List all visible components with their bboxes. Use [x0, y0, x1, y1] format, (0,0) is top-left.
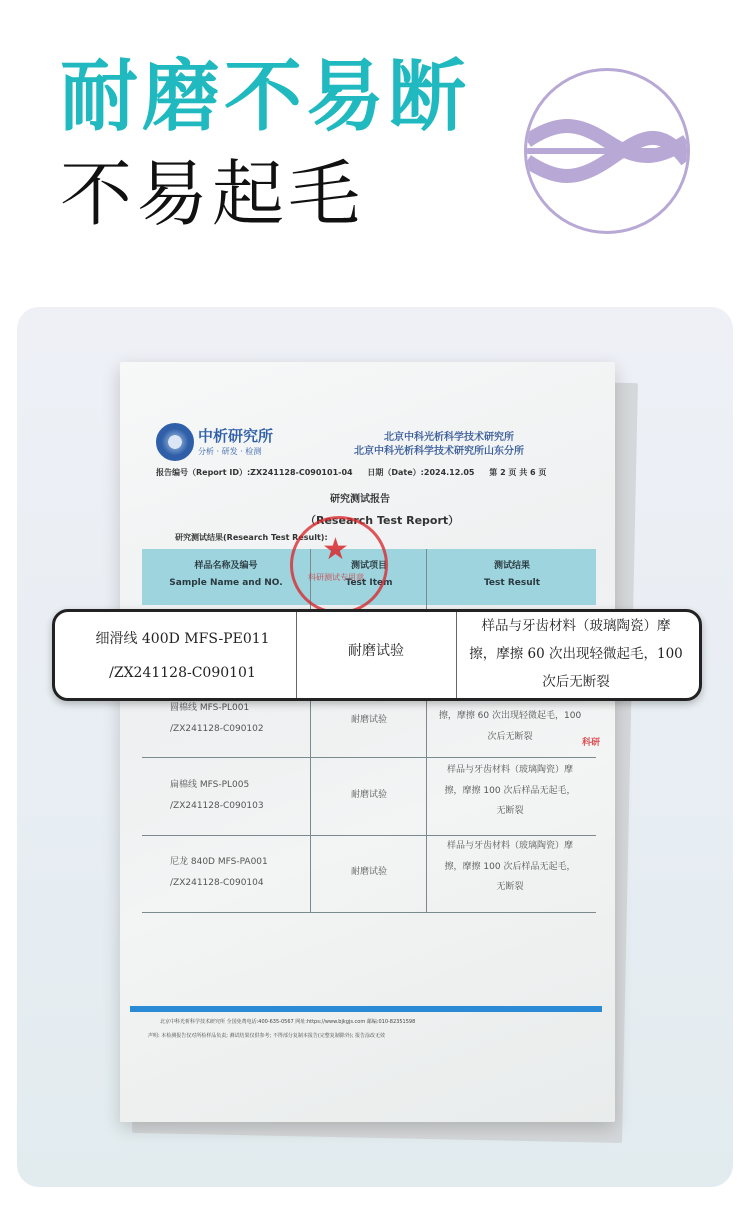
header-sample: 样品名称及编号 Sample Name and NO.: [169, 561, 283, 589]
report-date: 日期（Date）:2024.12.05: [367, 468, 475, 477]
stamp-star-icon: ★: [322, 532, 349, 567]
subheadline: 不易起毛: [60, 152, 365, 236]
table-row: 扁棉线 MFS-PL005 /ZX241128-C090103: [170, 780, 264, 811]
institute-branch: 北京中科光析科学技术研究所山东分所: [354, 446, 524, 457]
header-test-result: 测试结果 Test Result: [483, 561, 541, 589]
stamp-edge-text: 科研: [582, 738, 601, 748]
table-row: 圆棉线 MFS-PL001 /ZX241128-C090102: [170, 703, 264, 734]
row-test-item: 耐磨试验: [350, 867, 387, 877]
footer-bar: [130, 1006, 602, 1012]
callout-sample-name: 细滑线 400D MFS-PE011 /ZX241128-C090101: [95, 631, 270, 681]
report-id: 报告编号（Report ID）:ZX241128-C090101-04: [156, 468, 353, 477]
row-test-result: 擦，摩擦 60 次出现轻微起毛，100 次后无断裂: [438, 711, 582, 742]
institute-logo-icon: [156, 423, 194, 461]
twisted-thread-icon: [524, 68, 690, 234]
logo-tagline: 分析 · 研发 · 检测: [198, 447, 262, 456]
stamp-text: 科研测试专用章: [308, 573, 364, 582]
row-test-item: 耐磨试验: [350, 715, 387, 725]
row-test-item: 耐磨试验: [350, 790, 387, 800]
callout-test-item: 耐磨试验: [348, 643, 404, 659]
logo-name: 中析研究所: [198, 427, 274, 445]
header-test-item: 测试项目 Test Item: [345, 561, 393, 589]
report-title-en: （Research Test Report）: [305, 514, 460, 527]
report-title-cn: 研究测试报告: [330, 494, 390, 505]
callout-test-result: 样品与牙齿材料（玻璃陶瓷）摩 擦，摩擦 60 次出现轻微起毛，100 次后无断裂: [469, 618, 683, 690]
footer-contact: 北京中科光析科学技术研究所 全国免费电话:400-635-0567 网址:https://www.bjkgjs.com 邮编:010-82351598: [160, 1019, 416, 1025]
table-row-divider: [142, 912, 596, 913]
table-row: 尼龙 840D MFS-PA001 /ZX241128-C090104: [170, 857, 268, 888]
row-test-result: 样品与牙齿材料（玻璃陶瓷）摩 擦，摩擦 100 次后样品无起毛， 无断裂: [444, 841, 576, 893]
callout-divider: [456, 612, 457, 698]
table-row-divider: [142, 757, 596, 758]
headline: 耐磨不易断: [60, 52, 471, 142]
table-divider: [426, 549, 427, 913]
institute-name: 北京中科光析科学技术研究所: [384, 432, 514, 443]
footer-disclaimer: 声明: 本检测报告仅对所检样品负责; 测试结果仅供参考; 不得部分复制本报告(完整复制除外); 报告涂改无效: [148, 1033, 386, 1039]
row-test-result: 样品与牙齿材料（玻璃陶瓷）摩 擦，摩擦 100 次后样品无起毛， 无断裂: [444, 765, 576, 817]
result-label: 研究测试结果(Research Test Result):: [175, 533, 328, 542]
page-number: 第 2 页 共 6 页: [489, 468, 547, 477]
report-meta: [156, 467, 586, 478]
